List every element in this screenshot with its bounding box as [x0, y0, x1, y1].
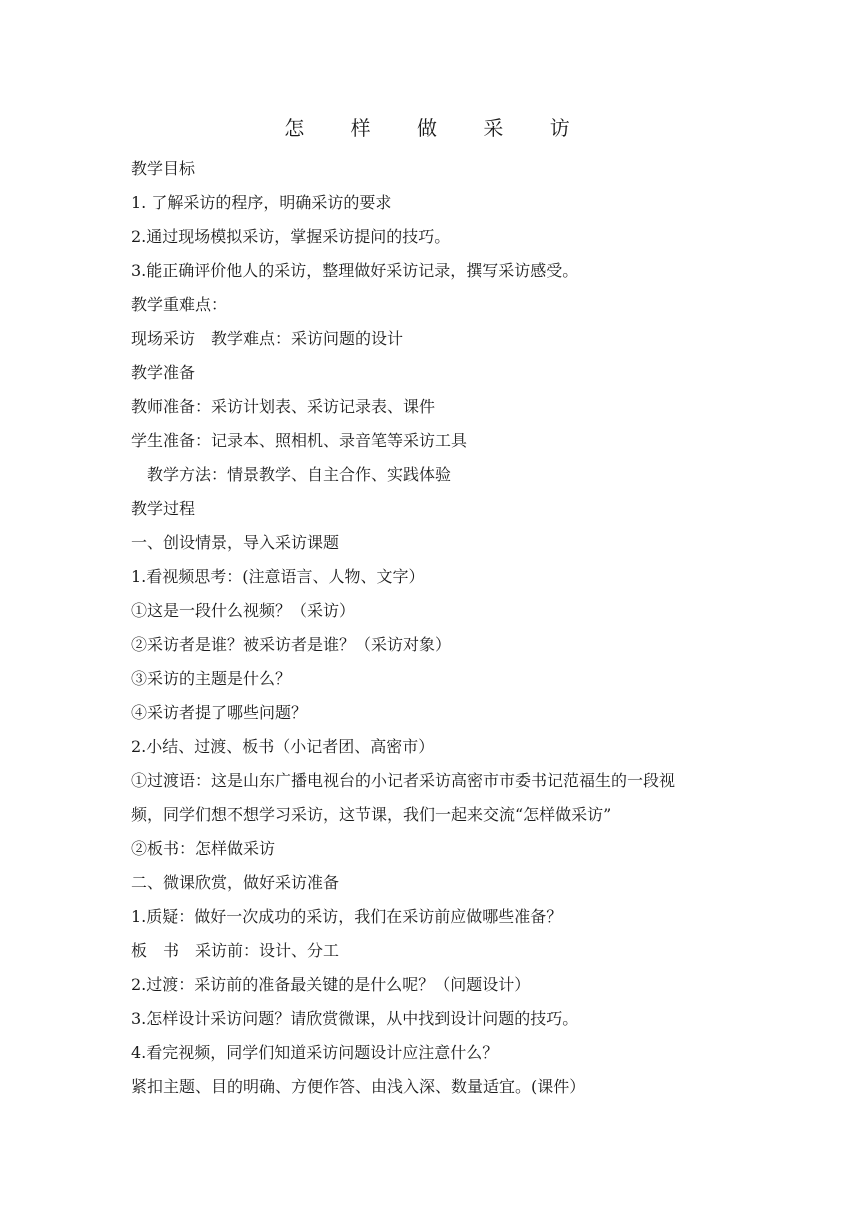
question-item-3: ③采访的主题是什么？	[131, 669, 292, 688]
board-writing-1: ②板书：怎样做采访	[131, 839, 276, 858]
process-step-2-3: 3.怎样设计采访问题？请欣赏微课，从中找到设计问题的技巧。	[131, 1009, 579, 1028]
section-heading-objectives: 教学目标	[131, 159, 196, 178]
process-step-2-2: 2.过渡：采访前的准备最关键的是什么呢？（问题设计）	[131, 975, 531, 994]
objective-item-2: 2.通过现场模拟采访，掌握采访提问的技巧。	[131, 227, 451, 246]
objective-item-3: 3.能正确评价他人的采访，整理做好采访记录，撰写采访感受。	[131, 261, 579, 280]
question-item-1: ①这是一段什么视频？（采访）	[131, 601, 356, 620]
teacher-preparation: 教师准备：采访计划表、采访记录表、课件	[131, 397, 436, 416]
key-points-text: 现场采访 教学难点：采访问题的设计	[131, 329, 404, 348]
question-item-4: ④采访者提了哪些问题？	[131, 703, 308, 722]
section-heading-process: 教学过程	[131, 499, 196, 518]
section-heading-key-points: 教学重难点：	[131, 295, 228, 314]
objective-item-1: 1. 了解采访的程序，明确采访的要求	[131, 193, 392, 212]
board-writing-2: 板 书 采访前：设计、分工	[131, 941, 340, 960]
process-part-2-heading: 二、微课欣赏，做好采访准备	[131, 873, 340, 892]
section-heading-preparation: 教学准备	[131, 363, 196, 382]
document-body	[131, 152, 741, 1104]
transition-text-line-1: ①过渡语：这是山东广播电视台的小记者采访高密市市委书记范福生的一段视	[131, 771, 676, 790]
process-step-1-1: 1.看视频思考：(注意语言、人物、文字）	[131, 567, 425, 586]
teaching-methods: 教学方法：情景教学、自主合作、实践体验	[147, 465, 452, 484]
student-preparation: 学生准备：记录本、照相机、录音笔等采访工具	[131, 431, 468, 450]
transition-text-line-2: 频，同学们想不想学习采访，这节课，我们一起来交流“怎样做采访”	[131, 805, 612, 824]
process-step-1-2: 2.小结、过渡、板书（小记者团、高密市）	[131, 737, 435, 756]
document-title: 怎 样 做 采 访	[284, 116, 590, 140]
process-step-2-1: 1.质疑：做好一次成功的采访，我们在采访前应做哪些准备？	[131, 907, 563, 926]
design-tips: 紧扣主题、目的明确、方便作答、由浅入深、数量适宜。(课件）	[131, 1077, 586, 1096]
process-step-2-4: 4.看完视频，同学们知道采访问题设计应注意什么？	[131, 1043, 499, 1062]
question-item-2: ②采访者是谁？被采访者是谁？（采访对象）	[131, 635, 452, 654]
process-part-1-heading: 一、创设情景，导入采访课题	[131, 533, 340, 552]
